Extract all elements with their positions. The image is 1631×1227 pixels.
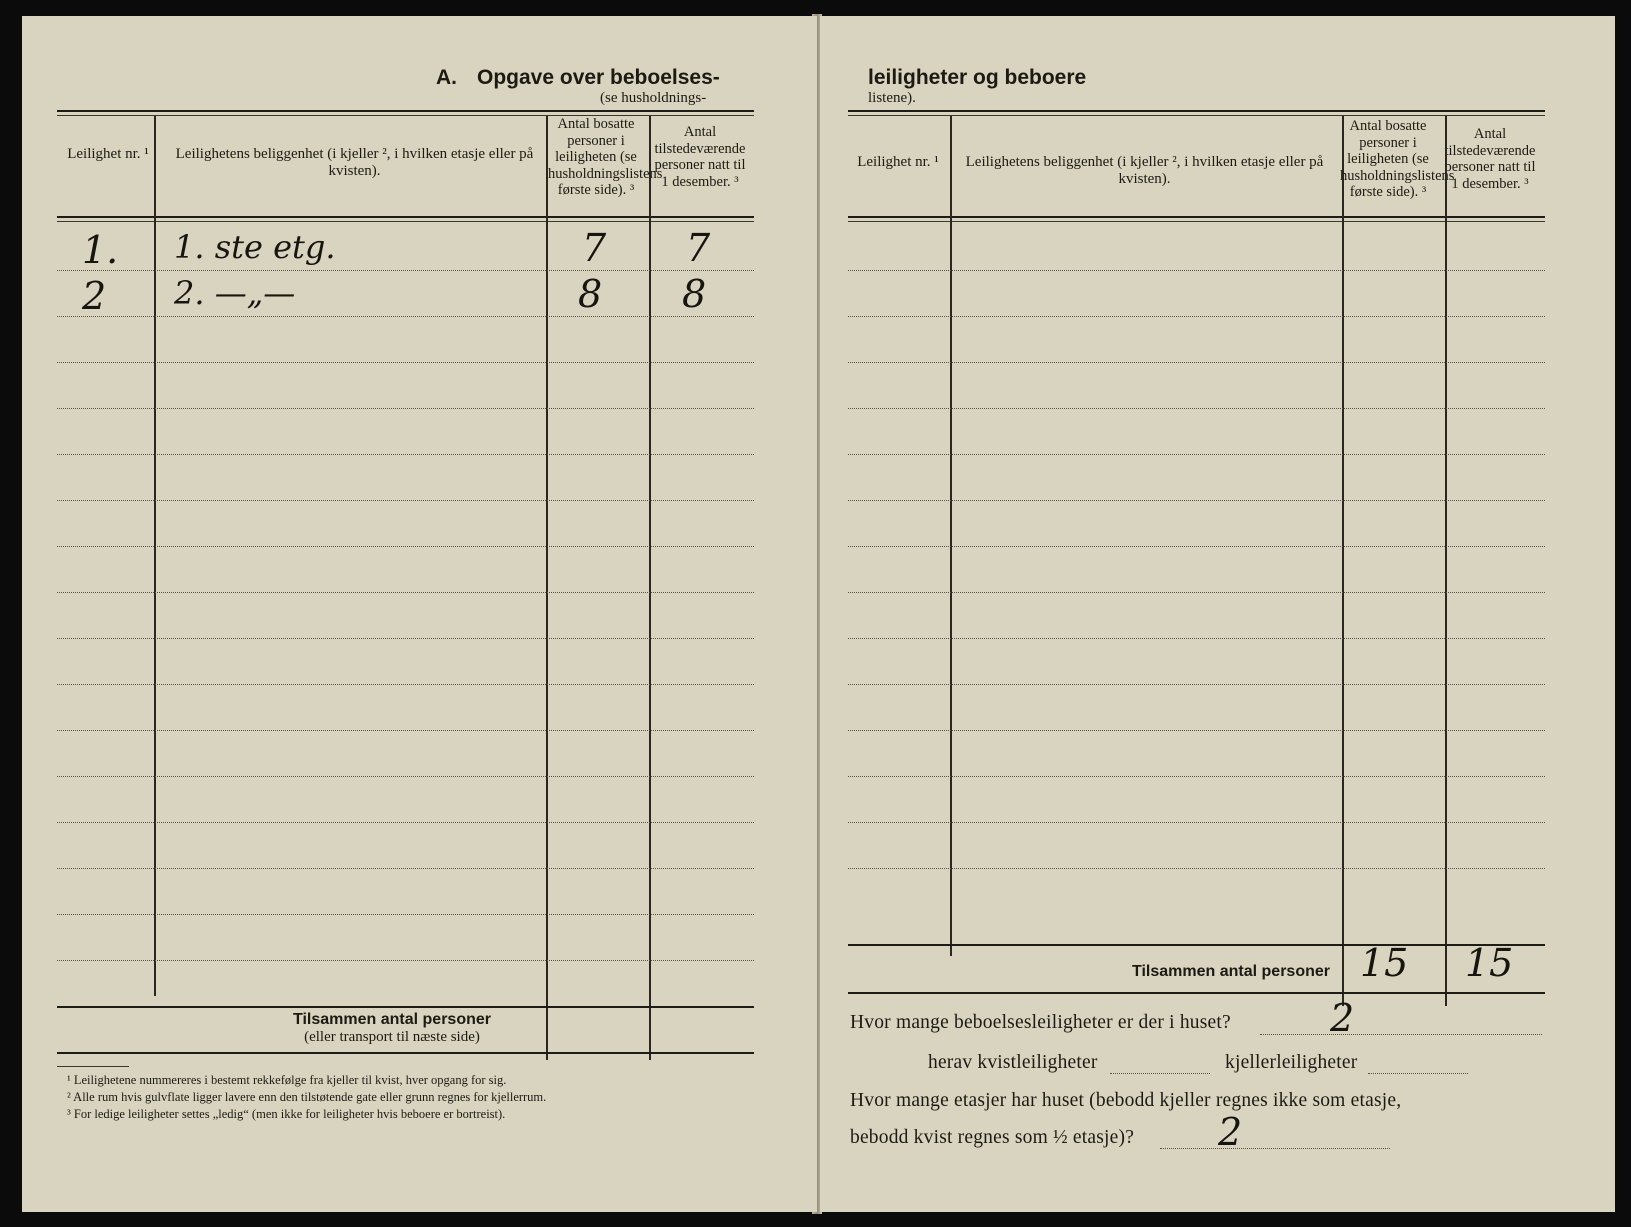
row2-nr: 2: [82, 274, 107, 318]
heading-prefix: A.: [436, 66, 457, 89]
left-heading: Opgave over beboelses-: [477, 66, 720, 89]
right-col-header-beliggenhet: Leilighetens beliggenhet (i kjeller ², i hvilken etasje eller på kvisten).: [965, 154, 1324, 187]
footnote-1: ¹ Leilighetene nummereres i bestemt rekkefølge fra kjeller til kvist, hver opgang for sig.: [67, 1073, 507, 1087]
right-page: [820, 16, 1615, 1212]
row1-nr: 1.: [82, 228, 119, 272]
answer-leiligheter: 2: [1330, 996, 1355, 1040]
col-header-beliggenhet: Leilighetens beliggenhet (i kjeller ², i hvilken etasje eller på kvisten).: [175, 146, 534, 179]
question-kjellerleiligheter: kjellerleiligheter: [1225, 1052, 1358, 1073]
left-page: [22, 16, 817, 1212]
row1-bosatte: 7: [582, 226, 607, 270]
row2-bosatte: 8: [578, 272, 603, 316]
answer-etasjer: 2: [1218, 1110, 1243, 1154]
row1-tilstede: 7: [686, 226, 711, 270]
question-etasjer-line1: Hvor mange etasjer har huset (bebodd kjeller regnes ikke som etasje,: [850, 1090, 1402, 1111]
question-etasjer-line2: bebodd kvist regnes som ½ etasje)?: [850, 1127, 1135, 1148]
right-total-label: Tilsammen antal personer: [1132, 963, 1330, 980]
row1-beliggenhet: 1. ste etg.: [174, 228, 336, 266]
col-header-leilighet-nr: Leilighet nr. ¹: [67, 146, 149, 162]
col-header-tilstedevaerende: Antal tilstedeværende personer natt til 1 desember. ³: [654, 124, 746, 190]
row2-beliggenhet: 2. —„—: [174, 274, 296, 312]
col-header-bosatte: Antal bosatte personer i leiligheten (se husholdningslistens første side). ³: [548, 116, 663, 198]
left-total-label: Tilsammen antal personer: [293, 1011, 491, 1028]
right-subheading: listene).: [868, 90, 916, 106]
question-leiligheter: Hvor mange beboelsesleiligheter er der i huset?: [850, 1012, 1231, 1033]
row2-tilstede: 8: [682, 272, 707, 316]
right-col-header-leilighet-nr: Leilighet nr. ¹: [857, 154, 939, 170]
right-heading: leiligheter og beboere: [868, 66, 1087, 89]
footnote-3: ³ For ledige leiligheter settes „ledig“ (men ikke for leiligheter hvis beboere er bortreist).: [67, 1107, 506, 1121]
question-kvistleiligheter: herav kvistleiligheter: [928, 1052, 1098, 1073]
footnote-2: ² Alle rum hvis gulvflate ligger lavere enn den tilstøtende gate eller grunn regnes for kjellerrum.: [67, 1090, 547, 1104]
left-total-sub: (eller transport til næste side): [304, 1029, 480, 1045]
right-col-header-tilstedevaerende: Antal tilstedeværende personer natt til 1 desember. ³: [1444, 126, 1536, 192]
right-col-header-bosatte: Antal bosatte personer i leiligheten (se husholdningslistens første side). ³: [1340, 118, 1455, 200]
right-total-tilstede: 15: [1465, 941, 1514, 985]
right-total-bosatte: 15: [1360, 941, 1409, 985]
left-subheading: (se husholdnings-: [600, 90, 707, 106]
